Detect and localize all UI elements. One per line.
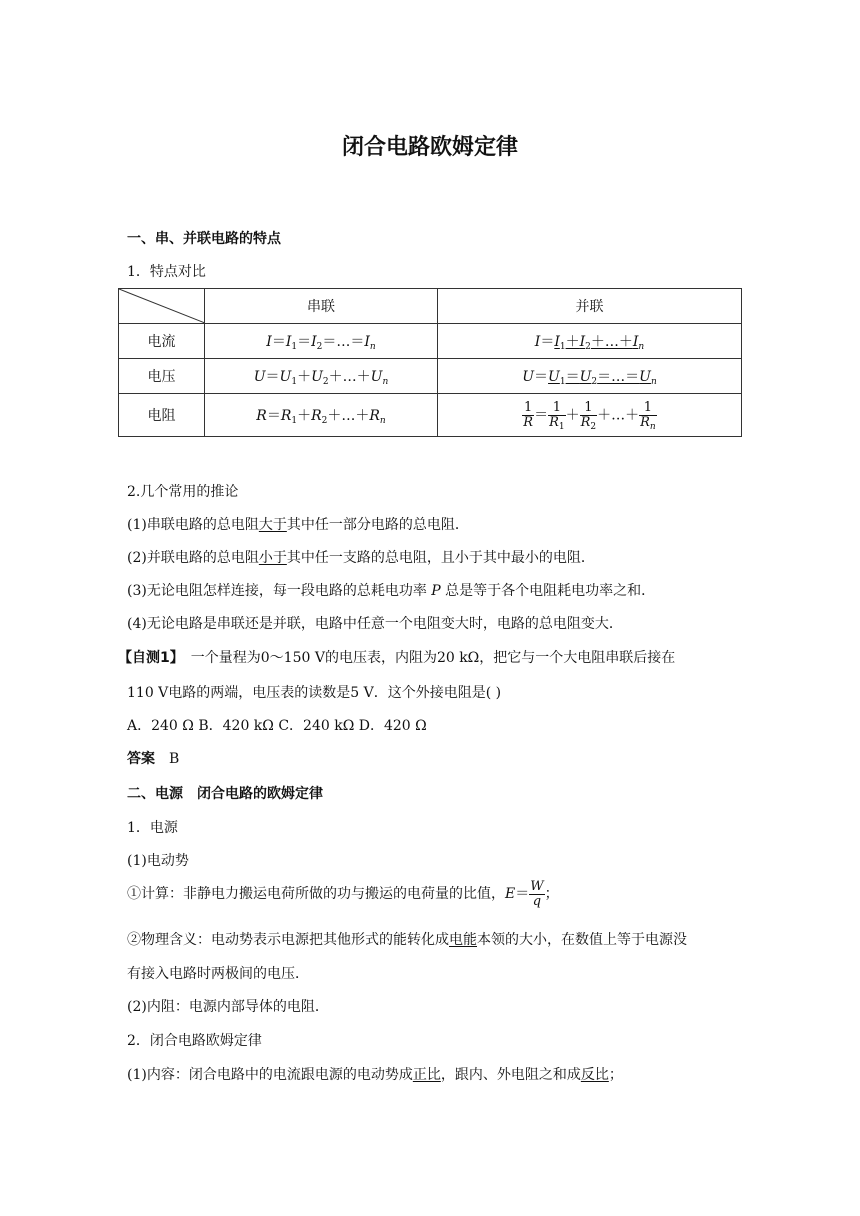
subheading-ohm-law: 2．闭合电路欧姆定律 [127, 1033, 262, 1049]
formula-parallel-voltage: $U=U_1=U_2=\dots=U_n$ [438, 359, 742, 394]
internal-resistance: (2)内阻：电源内部导体的电阻． [127, 999, 329, 1015]
selftest-line-1: 【自测1】 一个量程为0～150 V的电压表，内阻为20 kΩ，把它与一个大电阻串联后接在 [118, 650, 676, 666]
diagonal-line-icon [119, 289, 205, 323]
emf-calculation: ①计算：非静电力搬运电荷所做的功与搬运的电荷量的比值，E＝ $\frac{W}{q}$ ； [127, 878, 559, 909]
header-series: 串联 [205, 289, 438, 324]
inference-1: (1)串联电路的总电阻大于其中任一部分电路的总电阻． [127, 517, 469, 533]
subheading-inferences: 2.几个常用的推论 [127, 484, 239, 500]
page-title: 闭合电路欧姆定律 [341, 135, 518, 160]
formula-series-voltage: $U=U_1+U_2+\dots+U_n$ [205, 359, 438, 394]
selftest-answer: 答案 B [127, 751, 180, 767]
row-label-resistance: 电阻 [119, 394, 205, 437]
ohm-law-content: (1)内容：闭合电路中的电流跟电源的电动势成正比，跟内、外电阻之和成反比； [127, 1067, 623, 1083]
formula-parallel-current: $I=I_1+I_2+\dots+I_n$ [438, 324, 742, 359]
emf-meaning-2: 有接入电路时两极间的电压． [127, 966, 309, 982]
emf-meaning-1: ②物理含义：电动势表示电源把其他形式的能转化成电能本领的大小，在数值上等于电源没 [127, 932, 687, 948]
header-parallel: 并联 [438, 289, 742, 324]
inference-2: (2)并联电路的总电阻小于其中任一支路的总电阻，且小于其中最小的电阻． [127, 550, 595, 566]
row-label-current: 电流 [119, 324, 205, 359]
formula-series-resistance: $R=R_1+R_2+\dots+R_n$ [205, 394, 438, 437]
subheading-emf: (1)电动势 [127, 853, 189, 869]
subheading-comparison: 1．特点对比 [127, 264, 206, 280]
comparison-table [118, 288, 742, 437]
inference-4: (4)无论电路是串联还是并联，电路中任意一个电阻变大时，电路的总电阻变大． [127, 616, 623, 632]
inference-3: (3)无论电阻怎样连接，每一段电路的总耗电功率 P 总是等于各个电阻耗电功率之和． [127, 583, 656, 599]
selftest-tag: 【自测1】 [118, 650, 177, 666]
subheading-source: 1．电源 [127, 820, 178, 836]
section-heading-2: 二、电源 闭合电路的欧姆定律 [127, 786, 323, 802]
selftest-options: A．240 Ω B．420 kΩ C．240 kΩ D．420 Ω [127, 718, 427, 734]
table-corner-cell [119, 289, 205, 324]
section-heading-1: 一、串、并联电路的特点 [127, 231, 281, 247]
selftest-line-2: 110 V电路的两端，电压表的读数是5 V．这个外接电阻是( ) [127, 685, 502, 701]
row-label-voltage: 电压 [119, 359, 205, 394]
formula-parallel-resistance: $\frac{1}{R}$ ＝ $\frac{1}{R_1}$ ＋ $\frac{1}{R_2}$ ＋…＋ $\frac{1}{R_n}$ [438, 394, 742, 437]
formula-series-current: $I=I_1=I_2=\dots=I_n$ [205, 324, 438, 359]
